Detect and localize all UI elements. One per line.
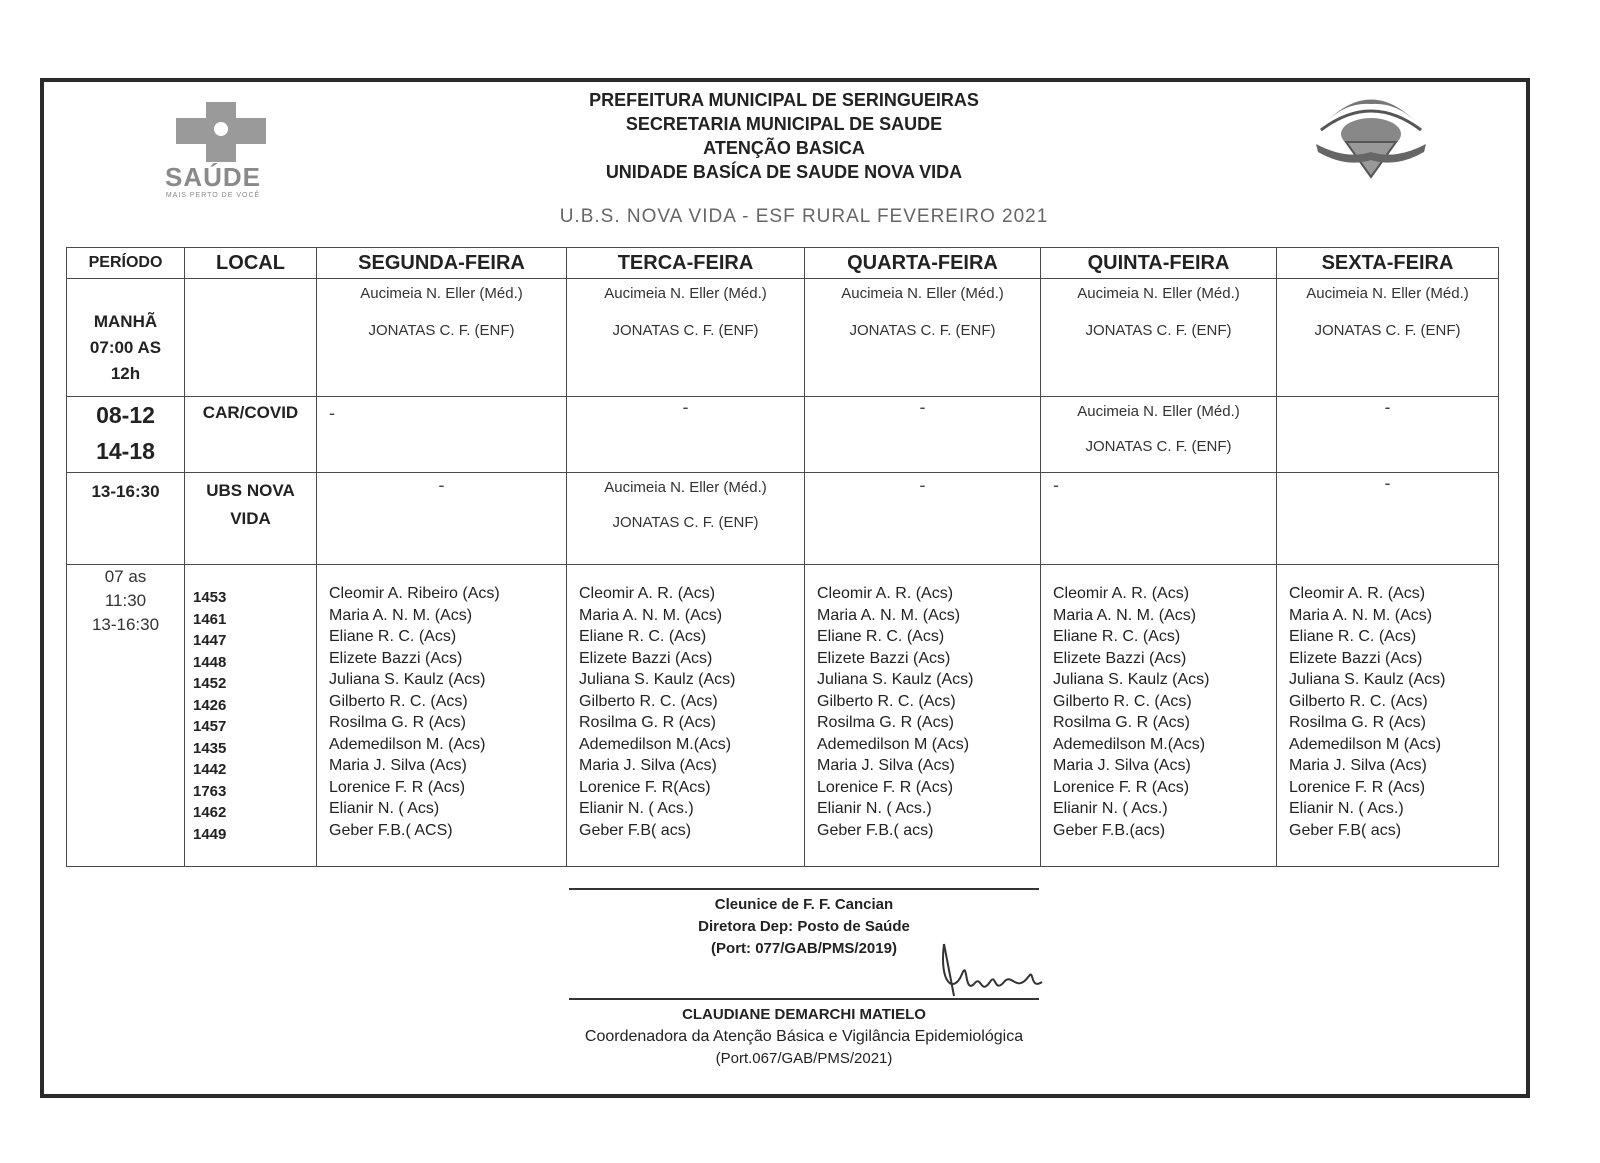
- acs-code-list: [185, 565, 316, 845]
- coordinator-role: Coordenadora da Atenção Básica e Vigilância Epidemiológica: [584, 1027, 1024, 1045]
- document-header: [444, 88, 1124, 184]
- list-item: Gilberto R. C. (Acs): [329, 692, 468, 710]
- cell-morning-friday: Aucimeia N. Eller (Méd.) JONATAS C. F. (ENF): [1277, 279, 1499, 397]
- list-item: Maria J. Silva (Acs): [329, 757, 467, 774]
- cell-ubs-friday: -: [1277, 473, 1499, 565]
- list-item: Geber F.B( acs): [579, 821, 692, 839]
- acs-list-friday: [1277, 565, 1498, 841]
- cell-acs-friday: [1277, 565, 1499, 867]
- list-item: Maria A. N. M. (Acs): [329, 606, 473, 624]
- table-row-ubs: [67, 473, 1499, 565]
- local-ubs: UBS NOVA VIDA: [185, 473, 317, 565]
- schedule-subtitle: U.B.S. NOVA VIDA - ESF RURAL FEVEREIRO 2021: [559, 206, 1049, 227]
- header-friday: SEXTA-FEIRA: [1277, 248, 1499, 279]
- cell-covid-wednesday: -: [805, 397, 1041, 473]
- logo-tagline: MAIS PERTO DE VOCÊ: [165, 192, 261, 199]
- header-line-4: UNIDADE BASÍCA DE SAUDE NOVA VIDA: [605, 162, 963, 182]
- local-morning: [185, 279, 317, 397]
- cell-morning-wednesday: Aucimeia N. Eller (Méd.) JONATAS C. F. (ENF): [805, 279, 1041, 397]
- list-item: 1457: [193, 718, 227, 735]
- list-item: Cleomir A. R. (Acs): [817, 585, 954, 602]
- list-item: Elianir N. ( Acs.): [579, 800, 694, 817]
- cell-morning-monday: Aucimeia N. Eller (Méd.) JONATAS C. F. (ENF): [317, 279, 567, 397]
- list-item: Maria A. N. M. (Acs): [1053, 606, 1197, 624]
- list-item: Lorenice F. R(Acs): [579, 778, 711, 796]
- list-item: 1453: [193, 589, 227, 606]
- list-item: Rosilma G. R (Acs): [1053, 714, 1190, 731]
- list-item: 1442: [193, 761, 227, 778]
- header-wednesday: QUARTA-FEIRA: [805, 248, 1041, 279]
- local-car-covid: CAR/COVID: [185, 397, 317, 473]
- table-header-row: [67, 248, 1499, 279]
- list-item: Eliane R. C. (Acs): [329, 628, 457, 645]
- list-item: Juliana S. Kaulz (Acs): [1053, 671, 1210, 688]
- list-item: Elizete Bazzi (Acs): [329, 649, 463, 667]
- list-item: 1426: [193, 696, 227, 714]
- list-item: Cleomir A. R. (Acs): [1289, 585, 1426, 602]
- header-line-2: SECRETARIA MUNICIPAL DE SAUDE: [625, 114, 943, 134]
- list-item: Ademedilson M.(Acs): [579, 735, 732, 753]
- cell-covid-tuesday: -: [567, 397, 805, 473]
- periodo-ubs: 13-16:30: [67, 473, 185, 565]
- table-row-car-covid: [67, 397, 1499, 473]
- list-item: Elianir N. ( Acs.): [1053, 800, 1168, 817]
- list-item: 1763: [193, 782, 227, 800]
- acs-list-wednesday: [805, 565, 1040, 841]
- list-item: Ademedilson M (Acs): [1289, 735, 1442, 753]
- header-line-1: PREFEITURA MUNICIPAL DE SERINGUEIRAS: [589, 90, 979, 110]
- list-item: Maria J. Silva (Acs): [1289, 757, 1427, 774]
- list-item: Cleomir A. R. (Acs): [1053, 585, 1190, 602]
- acs-list-monday: [317, 565, 566, 841]
- list-item: Elizete Bazzi (Acs): [579, 649, 713, 667]
- list-item: Lorenice F. R (Acs): [1053, 778, 1190, 796]
- coordinator-port: (Port.067/GAB/PMS/2021): [715, 1049, 893, 1067]
- list-item: Elizete Bazzi (Acs): [1053, 649, 1187, 667]
- cell-morning-tuesday: Aucimeia N. Eller (Méd.) JONATAS C. F. (ENF): [567, 279, 805, 397]
- list-item: Rosilma G. R (Acs): [579, 714, 716, 731]
- periodo-morning: MANHÃ 07:00 AS 12h: [67, 279, 185, 397]
- list-item: 1448: [193, 653, 227, 671]
- list-item: Elianir N. ( Acs.): [817, 800, 932, 817]
- list-item: Elizete Bazzi (Acs): [817, 649, 951, 667]
- header-tuesday: TERCA-FEIRA: [567, 248, 805, 279]
- list-item: Juliana S. Kaulz (Acs): [579, 671, 736, 688]
- list-item: Maria J. Silva (Acs): [1053, 757, 1191, 774]
- municipal-crest-icon: [1306, 82, 1436, 192]
- table-row-acs: [67, 565, 1499, 867]
- list-item: Cleomir A. Ribeiro (Acs): [329, 585, 500, 602]
- list-item: Maria A. N. M. (Acs): [579, 606, 723, 624]
- list-item: Juliana S. Kaulz (Acs): [817, 671, 974, 688]
- signature-block-coordinator: [524, 998, 1084, 1070]
- cell-ubs-tuesday: Aucimeia N. Eller (Méd.) JONATAS C. F. (ENF): [567, 473, 805, 565]
- list-item: 1462: [193, 804, 227, 821]
- coordinator-name: CLAUDIANE DEMARCHI MATIELO: [682, 1005, 926, 1023]
- list-item: Eliane R. C. (Acs): [1053, 628, 1181, 645]
- cell-covid-friday: -: [1277, 397, 1499, 473]
- table-row-morning: [67, 279, 1499, 397]
- acs-list-tuesday: [567, 565, 804, 841]
- list-item: Elizete Bazzi (Acs): [1289, 649, 1423, 667]
- cell-covid-monday: -: [317, 397, 567, 473]
- list-item: Geber F.B.( ACS): [329, 821, 453, 839]
- list-item: Geber F.B.(acs): [1053, 821, 1166, 839]
- cell-acs-monday: [317, 565, 567, 867]
- logo-word: SAÚDE: [164, 162, 261, 192]
- list-item: Gilberto R. C. (Acs): [1053, 692, 1192, 710]
- list-item: Geber F.B.( acs): [817, 821, 934, 839]
- health-cross-icon: [176, 102, 266, 162]
- list-item: Rosilma G. R (Acs): [1289, 714, 1426, 731]
- list-item: Lorenice F. R (Acs): [817, 778, 954, 796]
- cell-ubs-wednesday: -: [805, 473, 1041, 565]
- cell-acs-thursday: [1041, 565, 1277, 867]
- list-item: Ademedilson M. (Acs): [329, 735, 486, 753]
- list-item: Gilberto R. C. (Acs): [579, 692, 718, 710]
- acs-list-thursday: [1041, 565, 1276, 841]
- list-item: 1449: [193, 825, 227, 843]
- saude-logo: [148, 98, 278, 208]
- local-acs-codes: [185, 565, 317, 867]
- list-item: Eliane R. C. (Acs): [1289, 628, 1417, 645]
- handwritten-signature-icon: [934, 924, 1044, 1004]
- header-line-3: ATENÇÃO BASICA: [703, 138, 865, 158]
- header-monday: SEGUNDA-FEIRA: [317, 248, 567, 279]
- list-item: 1452: [193, 675, 227, 692]
- list-item: 1461: [193, 610, 227, 628]
- schedule-sheet: [40, 78, 1530, 1098]
- list-item: Elianir N. ( Acs): [329, 800, 440, 817]
- cell-acs-wednesday: [805, 565, 1041, 867]
- list-item: Gilberto R. C. (Acs): [1289, 692, 1428, 710]
- list-item: 1435: [193, 739, 227, 757]
- director-port: (Port: 077/GAB/PMS/2019): [711, 939, 897, 957]
- list-item: Maria A. N. M. (Acs): [1289, 606, 1433, 624]
- list-item: Maria J. Silva (Acs): [817, 757, 955, 774]
- director-name: Cleunice de F. F. Cancian: [714, 895, 894, 913]
- list-item: Cleomir A. R. (Acs): [579, 585, 716, 602]
- list-item: 1447: [193, 632, 227, 649]
- list-item: Geber F.B( acs): [1289, 821, 1402, 839]
- periodo-car-covid: 08-12 14-18: [67, 397, 185, 473]
- header-periodo: PERÍODO: [67, 248, 185, 279]
- list-item: Lorenice F. R (Acs): [1289, 778, 1426, 796]
- cell-morning-thursday: Aucimeia N. Eller (Méd.) JONATAS C. F. (ENF): [1041, 279, 1277, 397]
- list-item: Lorenice F. R (Acs): [329, 778, 466, 796]
- cell-covid-thursday: Aucimeia N. Eller (Méd.) JONATAS C. F. (ENF): [1041, 397, 1277, 473]
- list-item: Eliane R. C. (Acs): [817, 628, 945, 645]
- list-item: Ademedilson M.(Acs): [1053, 735, 1206, 753]
- list-item: Maria J. Silva (Acs): [579, 757, 717, 774]
- schedule-table: [66, 247, 1499, 867]
- cell-acs-tuesday: [567, 565, 805, 867]
- header-local: LOCAL: [185, 248, 317, 279]
- list-item: Eliane R. C. (Acs): [579, 628, 707, 645]
- list-item: Maria A. N. M. (Acs): [817, 606, 961, 624]
- list-item: Rosilma G. R (Acs): [329, 714, 466, 731]
- cell-ubs-monday: -: [317, 473, 567, 565]
- list-item: Ademedilson M (Acs): [817, 735, 970, 753]
- header-thursday: QUINTA-FEIRA: [1041, 248, 1277, 279]
- list-item: Elianir N. ( Acs.): [1289, 800, 1404, 817]
- periodo-acs: 07 as 11:30 13-16:30: [67, 565, 185, 867]
- list-item: Gilberto R. C. (Acs): [817, 692, 956, 710]
- list-item: Rosilma G. R (Acs): [817, 714, 954, 731]
- director-role: Diretora Dep: Posto de Saúde: [698, 917, 910, 935]
- list-item: Juliana S. Kaulz (Acs): [329, 671, 486, 688]
- cell-ubs-thursday: -: [1041, 473, 1277, 565]
- list-item: Juliana S. Kaulz (Acs): [1289, 671, 1446, 688]
